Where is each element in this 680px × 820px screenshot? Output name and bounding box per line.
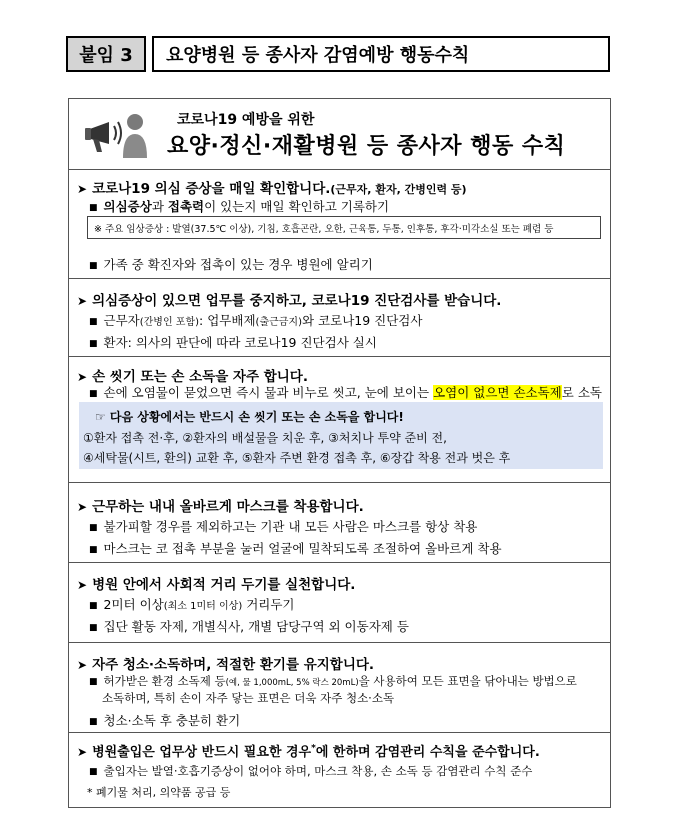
bullet-item: ■ 마스크는 코 접촉 부분을 눌러 얼굴에 밀착되도록 조절하여 올바르게 착용 <box>89 541 502 556</box>
bullet-icon: ■ <box>89 339 98 349</box>
bullet-icon: ■ <box>89 261 98 271</box>
box-title: ☞ 다음 상황에서는 반드시 손 씻기 또는 손 소독을 합니다! <box>95 410 404 424</box>
section-mask <box>69 483 610 563</box>
document-header <box>66 36 610 74</box>
section-access <box>69 733 610 808</box>
arrow-icon: ➤ <box>77 500 88 514</box>
bullet-item: ■ 불가피할 경우를 제외하고는 기관 내 모든 사람은 마스크를 항상 착용 <box>89 519 478 534</box>
guideline-frame <box>68 98 611 808</box>
section-hand-hygiene <box>69 357 610 483</box>
arrow-icon: ➤ <box>77 658 88 672</box>
arrow-icon: ➤ <box>77 370 88 384</box>
bullet-continuation: 소독하며, 특히 손이 자주 닿는 표면은 더욱 자주 청소·소독 <box>102 691 395 705</box>
document-title: 요양병원 등 종사자 감염예방 행동수칙 <box>152 36 610 72</box>
bullet-icon: ■ <box>89 545 98 555</box>
section-heading: ➤ 자주 청소·소독하며, 적절한 환기를 유지합니다. <box>77 657 375 673</box>
footnote: * 폐기물 처리, 의약품 공급 등 <box>87 786 231 799</box>
bullet-icon: ■ <box>89 523 98 533</box>
arrow-icon: ➤ <box>77 294 88 308</box>
bullet-icon: ■ <box>89 623 98 633</box>
bullet-item: ■ 의심증상과 접촉력이 있는지 매일 확인하고 기록하기 <box>89 199 390 214</box>
box-line: ①환자 접촉 전·후, ②환자의 배설물을 치운 후, ③처치나 투약 준비 전, <box>83 431 447 445</box>
bullet-icon: ■ <box>89 677 98 687</box>
hand-hygiene-box <box>79 402 603 469</box>
section-heading: ➤ 근무하는 내내 올바르게 마스크를 착용합니다. <box>77 499 364 515</box>
section-stop-work <box>69 279 610 357</box>
section-cleaning <box>69 643 610 733</box>
bullet-item: ■ 손에 오염물이 묻었으면 즉시 물과 비누로 씻고, 눈에 보이는 오염이 없으면 손소독제로 소독 <box>89 385 602 400</box>
box-line: ④세탁물(시트, 환의) 교환 후, ⑤환자 주변 환경 접촉 후, ⑥장갑 착용 전과 벗은 후 <box>83 451 511 465</box>
section-heading: ➤ 병원출입은 업무상 반드시 필요한 경우*에 한하며 감염관리 수칙을 준수합니다. <box>77 743 540 760</box>
arrow-icon: ➤ <box>77 745 88 759</box>
bullet-icon: ■ <box>89 389 98 399</box>
arrow-icon: ➤ <box>77 182 88 196</box>
bullet-icon: ■ <box>89 601 98 611</box>
bullet-item: ■ 출입자는 발열·호흡기증상이 없어야 하며, 마스크 착용, 손 소독 등 감염관리 수칙 준수 <box>89 764 533 778</box>
bullet-icon: ■ <box>89 203 98 213</box>
bullet-item: ■ 허가받은 환경 소독제 등(예, 물 1,000mL, 5% 락스 20mL)을 사용하여 모든 표면을 닦아내는 방법으로 <box>89 674 577 688</box>
bullet-item: ■ 가족 중 확진자와 접촉이 있는 경우 병원에 알리기 <box>89 257 373 272</box>
bullet-icon: ■ <box>89 317 98 327</box>
arrow-icon: ➤ <box>77 578 88 592</box>
highlighted-text: 오염이 없으면 손소독제 <box>433 385 562 400</box>
section-distancing <box>69 563 610 643</box>
symptom-note: ※ 주요 임상증상 : 발열(37.5℃ 이상), 기침, 호흡곤란, 오한, 근육통, 두통, 인후통, 후각·미각소실 또는 폐렴 등 <box>87 216 601 239</box>
megaphone-icon <box>83 108 149 160</box>
bullet-item: ■ 근무자(간병인 포함): 업무배제(출근금지)와 코로나19 진단검사 <box>89 313 423 328</box>
banner-subtitle: 코로나19 예방을 위한 <box>177 112 315 128</box>
bullet-icon: ■ <box>89 767 98 777</box>
section-heading: ➤ 의심증상이 있으면 업무를 중지하고, 코로나19 진단검사를 받습니다. <box>77 293 502 309</box>
section-heading: ➤ 병원 안에서 사회적 거리 두기를 실천합니다. <box>77 577 356 593</box>
section-heading: ➤ 손 씻기 또는 손 소독을 자주 합니다. <box>77 369 308 385</box>
section-symptom-check <box>69 169 610 279</box>
bullet-item: ■ 2미터 이상(최소 1미터 이상) 거리두기 <box>89 597 295 612</box>
section-heading: ➤ 코로나19 의심 증상을 매일 확인합니다.(근무자, 환자, 간병인력 등) <box>77 181 467 197</box>
bullet-icon: ■ <box>89 717 98 727</box>
bullet-item: ■ 환자: 의사의 판단에 따라 코로나19 진단검사 실시 <box>89 335 377 350</box>
banner-title: 요양·정신·재활병원 등 종사자 행동 수칙 <box>167 134 566 159</box>
bullet-item: ■ 집단 활동 자제, 개별식사, 개별 담당구역 외 이동자제 등 <box>89 619 409 634</box>
attachment-tag: 붙임 3 <box>66 36 146 72</box>
bullet-item: ■ 청소·소독 후 충분히 환기 <box>89 713 241 728</box>
banner <box>69 99 610 170</box>
